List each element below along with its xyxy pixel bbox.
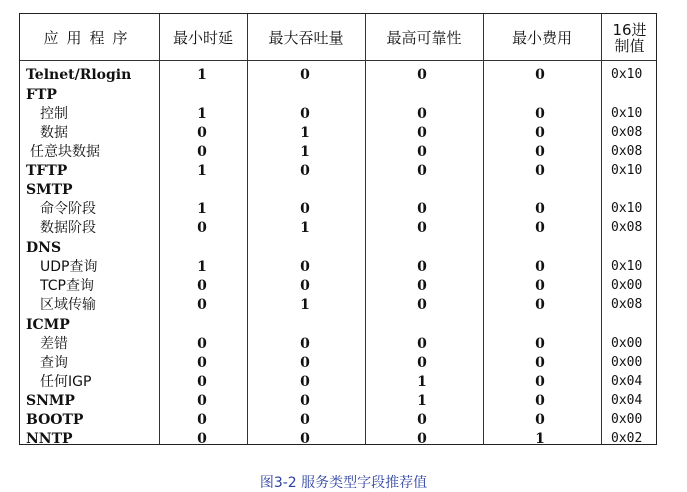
value-cell: 0: [300, 412, 310, 428]
value-cell: 0: [535, 412, 545, 428]
hex-cell: 0x10: [611, 67, 643, 82]
value-cell: 0: [300, 106, 310, 122]
value-cell: 0: [197, 278, 207, 294]
row-label: SNMP: [26, 393, 75, 409]
value-cell: 0: [535, 336, 545, 352]
value-cell: 1: [300, 220, 310, 236]
value-cell: 0: [535, 374, 545, 390]
table-caption: 图3-2 服务类型字段推荐值: [259, 475, 428, 491]
value-cell: 0: [300, 336, 310, 352]
value-cell: 0: [417, 336, 427, 352]
value-cell: 0: [300, 431, 310, 447]
header-hex-line2: 制值: [614, 36, 645, 55]
header-hex-value: [601, 14, 658, 61]
column-divider: [247, 14, 248, 444]
value-cell: 1: [197, 201, 207, 217]
hex-cell: 0x08: [611, 220, 643, 235]
value-cell: 0: [197, 355, 207, 371]
value-cell: 1: [300, 297, 310, 313]
value-cell: 1: [197, 163, 207, 179]
hex-cell: 0x10: [611, 106, 643, 121]
value-cell: 0: [535, 201, 545, 217]
value-cell: 0: [535, 67, 545, 83]
value-cell: 0: [535, 163, 545, 179]
value-cell: 0: [417, 67, 427, 83]
value-cell: 0: [535, 144, 545, 160]
row-label: TFTP: [26, 163, 68, 179]
value-cell: 0: [197, 220, 207, 236]
value-cell: 1: [417, 393, 427, 409]
value-cell: 0: [417, 125, 427, 141]
column-divider: [159, 14, 160, 444]
row-label: FTP: [26, 87, 57, 103]
row-label: 数据: [40, 125, 68, 141]
hex-cell: 0x08: [611, 125, 643, 140]
value-cell: 0: [300, 374, 310, 390]
value-cell: 0: [197, 336, 207, 352]
hex-cell: 0x10: [611, 259, 643, 274]
hex-cell: 0x08: [611, 297, 643, 312]
row-label: 命令阶段: [40, 201, 96, 217]
hex-cell: 0x02: [611, 431, 643, 446]
value-cell: 0: [417, 412, 427, 428]
value-cell: 0: [300, 393, 310, 409]
row-label: 任意块数据: [30, 144, 100, 160]
value-cell: 0: [300, 163, 310, 179]
value-cell: 0: [535, 355, 545, 371]
value-cell: 0: [197, 297, 207, 313]
value-cell: 0: [300, 355, 310, 371]
row-label: 控制: [40, 106, 68, 122]
row-label: TCP查询: [40, 278, 94, 294]
value-cell: 1: [535, 431, 545, 447]
hex-cell: 0x10: [611, 163, 643, 178]
value-cell: 0: [535, 106, 545, 122]
hex-cell: 0x00: [611, 278, 643, 293]
value-cell: 0: [300, 201, 310, 217]
value-cell: 0: [197, 393, 207, 409]
value-cell: 1: [197, 259, 207, 275]
row-label: ICMP: [26, 317, 70, 333]
hex-cell: 0x00: [611, 412, 643, 427]
value-cell: 0: [535, 259, 545, 275]
row-label: BOOTP: [26, 412, 84, 428]
value-cell: 1: [300, 125, 310, 141]
value-cell: 0: [417, 259, 427, 275]
value-cell: 0: [535, 278, 545, 294]
hex-cell: 0x04: [611, 374, 643, 389]
hex-cell: 0x08: [611, 144, 643, 159]
value-cell: 1: [417, 374, 427, 390]
value-cell: 0: [417, 163, 427, 179]
value-cell: 1: [300, 144, 310, 160]
value-cell: 1: [197, 106, 207, 122]
value-cell: 0: [417, 220, 427, 236]
hex-cell: 0x00: [611, 336, 643, 351]
value-cell: 0: [535, 125, 545, 141]
value-cell: 0: [417, 278, 427, 294]
value-cell: 0: [197, 374, 207, 390]
row-label: DNS: [26, 240, 62, 256]
value-cell: 0: [417, 201, 427, 217]
row-label: SMTP: [26, 182, 73, 198]
row-label: UDP查询: [40, 259, 98, 275]
value-cell: 0: [197, 125, 207, 141]
hex-cell: 0x10: [611, 201, 643, 216]
header-max-reliability: 最高可靠性: [386, 28, 462, 47]
row-label: 任何IGP: [40, 374, 92, 390]
value-cell: 0: [535, 220, 545, 236]
value-cell: 0: [417, 355, 427, 371]
value-cell: 0: [197, 144, 207, 160]
row-label: 区域传输: [40, 297, 96, 313]
row-label: NNTP: [26, 431, 73, 447]
row-label: Telnet/Rlogin: [26, 67, 132, 83]
header-application: 应用程序: [43, 28, 136, 47]
value-cell: 0: [417, 431, 427, 447]
value-cell: 0: [197, 431, 207, 447]
hex-cell: 0x00: [611, 355, 643, 370]
value-cell: 0: [417, 144, 427, 160]
row-label: 差错: [40, 336, 68, 352]
value-cell: 0: [535, 297, 545, 313]
tos-table: [19, 13, 657, 445]
value-cell: 0: [417, 297, 427, 313]
row-label: 数据阶段: [40, 220, 96, 236]
header-hex-line1: 16进: [612, 20, 647, 39]
value-cell: 0: [300, 259, 310, 275]
value-cell: 0: [535, 393, 545, 409]
header-min-delay: 最小时延: [172, 28, 233, 47]
header-min-cost: 最小费用: [511, 28, 572, 47]
value-cell: 0: [417, 106, 427, 122]
hex-cell: 0x04: [611, 393, 643, 408]
header-max-throughput: 最大吞吐量: [268, 28, 344, 47]
column-divider: [365, 14, 366, 444]
value-cell: 0: [300, 67, 310, 83]
column-divider: [483, 14, 484, 444]
row-label: 查询: [40, 355, 68, 371]
column-divider: [601, 14, 602, 444]
value-cell: 0: [300, 278, 310, 294]
value-cell: 0: [197, 412, 207, 428]
value-cell: 1: [197, 67, 207, 83]
